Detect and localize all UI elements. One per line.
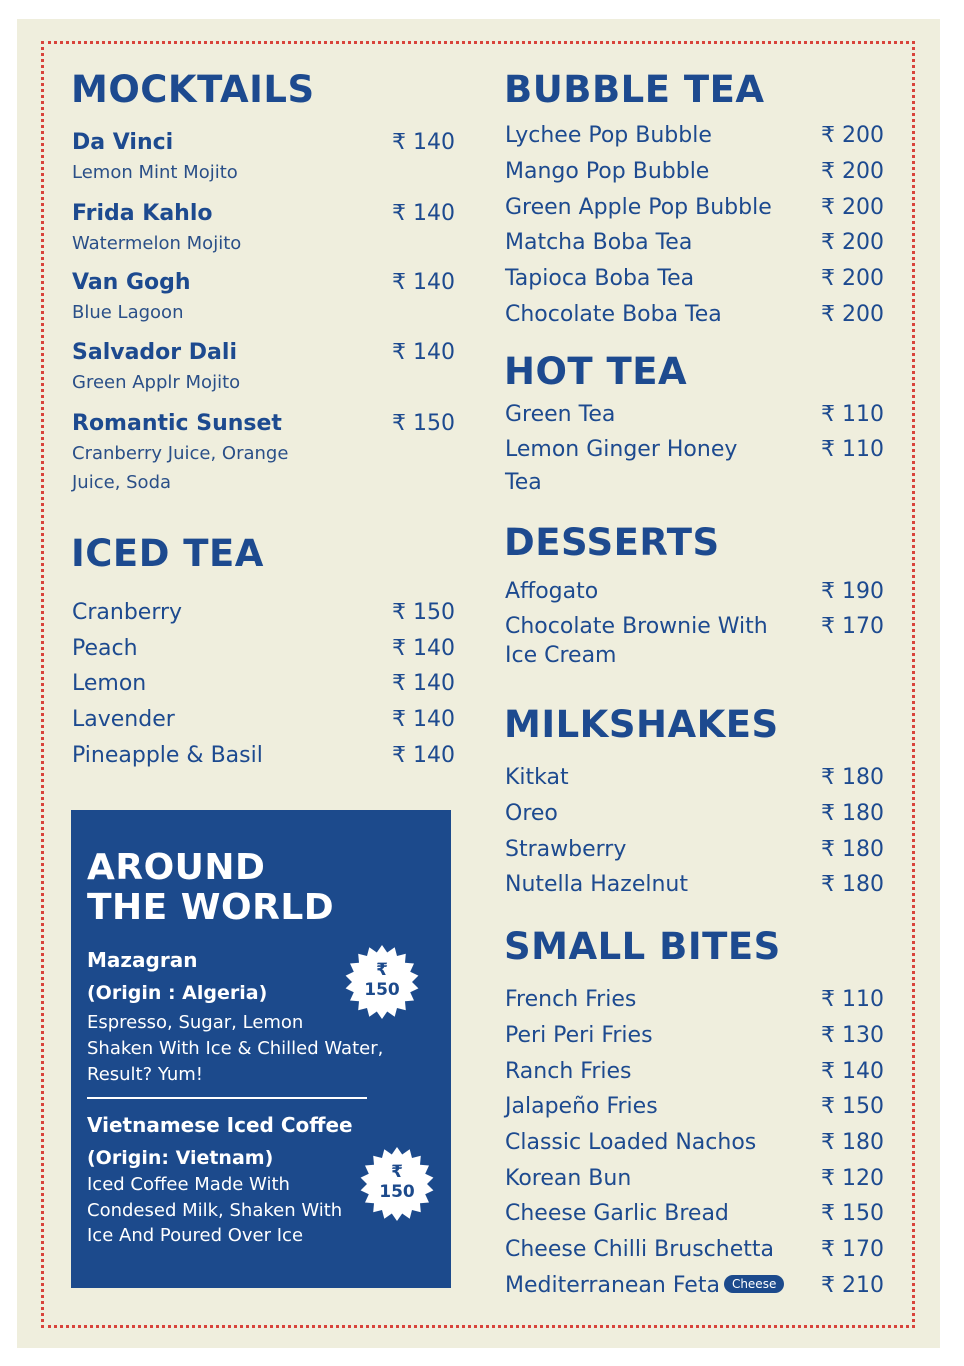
cheese-tag: Cheese [724,1275,784,1293]
menu-item-price: ₹ 190 [821,579,884,604]
price-starburst-badge [344,944,420,1020]
menu-item-price: ₹ 180 [821,837,884,862]
menu-item-price: ₹ 140 [392,340,455,365]
menu-item-price: ₹ 180 [821,801,884,826]
menu-item-price: ₹ 200 [821,302,884,327]
menu-item-price: ₹ 150 [821,1201,884,1226]
iced-tea-heading: ICED TEA [71,532,264,575]
drink-description: Espresso, Sugar, Lemon [87,1012,304,1033]
drink-name: Vietnamese Iced Coffee [87,1113,353,1137]
menu-item-price: ₹ 130 [821,1023,884,1048]
heading-line: AROUND [87,847,266,888]
milkshakes-heading: MILKSHAKES [504,703,779,746]
menu-item-name: Affogato [505,579,599,604]
bubble-tea-heading: BUBBLE TEA [504,68,765,111]
badge-price: ₹ 150 [364,960,400,1000]
menu-item-name-text: Mediterranean Feta [505,1273,720,1298]
menu-item-price: ₹ 150 [821,1094,884,1119]
menu-item-name: Peach [72,636,138,661]
desserts-heading: DESSERTS [504,521,720,564]
menu-item-price: ₹ 180 [821,872,884,897]
menu-item-price: ₹ 180 [821,765,884,790]
menu-item-price: ₹ 140 [392,130,455,155]
menu-item-name: Chocolate Brownie With [505,614,768,639]
menu-item-price: ₹ 140 [821,1059,884,1084]
menu-item-name: Mango Pop Bubble [505,159,710,184]
divider [87,1097,367,1099]
menu-item-description: Blue Lagoon [72,302,184,323]
menu-item-name: Korean Bun [505,1166,632,1191]
menu-item-name: Green Apple Pop Bubble [505,195,772,220]
menu-item-name: Matcha Boba Tea [505,230,693,255]
menu-item-name: Ranch Fries [505,1059,632,1084]
menu-item-price: ₹ 200 [821,266,884,291]
drink-name: Mazagran [87,948,198,972]
menu-item-price: ₹ 200 [821,159,884,184]
around-the-world-box [71,810,451,1288]
menu-item-name: Tapioca Boba Tea [505,266,695,291]
menu-item-name: Strawberry [505,837,627,862]
badge-price: ₹ 150 [379,1162,415,1202]
menu-item-price: ₹ 140 [392,270,455,295]
menu-item-name: Chocolate Boba Tea [505,302,722,327]
menu-item-description: Juice, Soda [72,472,172,493]
menu-item-name: French Fries [505,987,637,1012]
menu-item-price: ₹ 110 [821,987,884,1012]
hot-tea-heading: HOT TEA [504,350,688,393]
menu-item-name: Ice Cream [505,643,617,668]
menu-item-price: ₹ 200 [821,195,884,220]
menu-item-name: Salvador Dali [72,340,237,365]
drink-description: Result? Yum! [87,1064,203,1085]
menu-item-name: Pineapple & Basil [72,743,263,768]
menu-item-price: ₹ 200 [821,230,884,255]
menu-item-name: Classic Loaded Nachos [505,1130,757,1155]
menu-item-name: Frida Kahlo [72,201,213,226]
menu-item-price: ₹ 180 [821,1130,884,1155]
menu-item-price: ₹ 150 [392,411,455,436]
menu-item-price: ₹ 140 [392,671,455,696]
menu-item-price: ₹ 150 [392,600,455,625]
menu-item-name: Da Vinci [72,130,174,155]
menu-item-name: Kitkat [505,765,569,790]
menu-item-name: Cranberry [72,600,183,625]
menu-item-description: Cranberry Juice, Orange [72,443,289,464]
menu-item-price: ₹ 170 [821,614,884,639]
drink-description: Ice And Poured Over Ice [87,1225,304,1246]
menu-item-name: Lemon Ginger Honey [505,437,738,462]
menu-item-name: Tea [505,470,542,495]
menu-item-price: ₹ 140 [392,743,455,768]
around-the-world-heading [87,848,334,928]
menu-item-name: Peri Peri Fries [505,1023,653,1048]
drink-description: Iced Coffee Made With [87,1174,290,1195]
mocktails-heading: MOCKTAILS [71,68,315,111]
menu-item-description: Green Applr Mojito [72,372,241,393]
menu-item-name: Cheese Garlic Bread [505,1201,729,1226]
menu-item-price: ₹ 200 [821,123,884,148]
menu-item-name: Nutella Hazelnut [505,872,688,897]
heading-line: THE WORLD [87,887,335,928]
menu-item-name: Romantic Sunset [72,411,282,436]
menu-item-price: ₹ 140 [392,707,455,732]
drink-origin: (Origin: Vietnam) [87,1147,274,1169]
drink-description: Condesed Milk, Shaken With [87,1200,343,1221]
menu-item-price: ₹ 140 [392,636,455,661]
menu-item-price: ₹ 170 [821,1237,884,1262]
menu-item-name: Lavender [72,707,175,732]
menu-item-price: ₹ 210 [821,1273,884,1298]
menu-item-name: Green Tea [505,402,616,427]
menu-item-description: Lemon Mint Mojito [72,162,238,183]
menu-item-price: ₹ 120 [821,1166,884,1191]
menu-item-description: Watermelon Mojito [72,233,242,254]
drink-description: Shaken With Ice & Chilled Water, [87,1038,384,1059]
menu-item-name: Lemon [72,671,147,696]
menu-item-name: Van Gogh [72,270,191,295]
menu-item-name: Cheese Chilli Bruschetta [505,1237,774,1262]
menu-item-name: Jalapeño Fries [505,1094,658,1119]
small-bites-heading: SMALL BITES [504,925,781,968]
menu-item-price: ₹ 110 [821,402,884,427]
menu-item-price: ₹ 110 [821,437,884,462]
price-starburst-badge [359,1146,435,1222]
menu-item-name: Oreo [505,801,558,826]
menu-item-price: ₹ 140 [392,201,455,226]
menu-item-name: Lychee Pop Bubble [505,123,712,148]
drink-origin: (Origin : Algeria) [87,982,268,1004]
menu-item-name [505,1271,784,1300]
